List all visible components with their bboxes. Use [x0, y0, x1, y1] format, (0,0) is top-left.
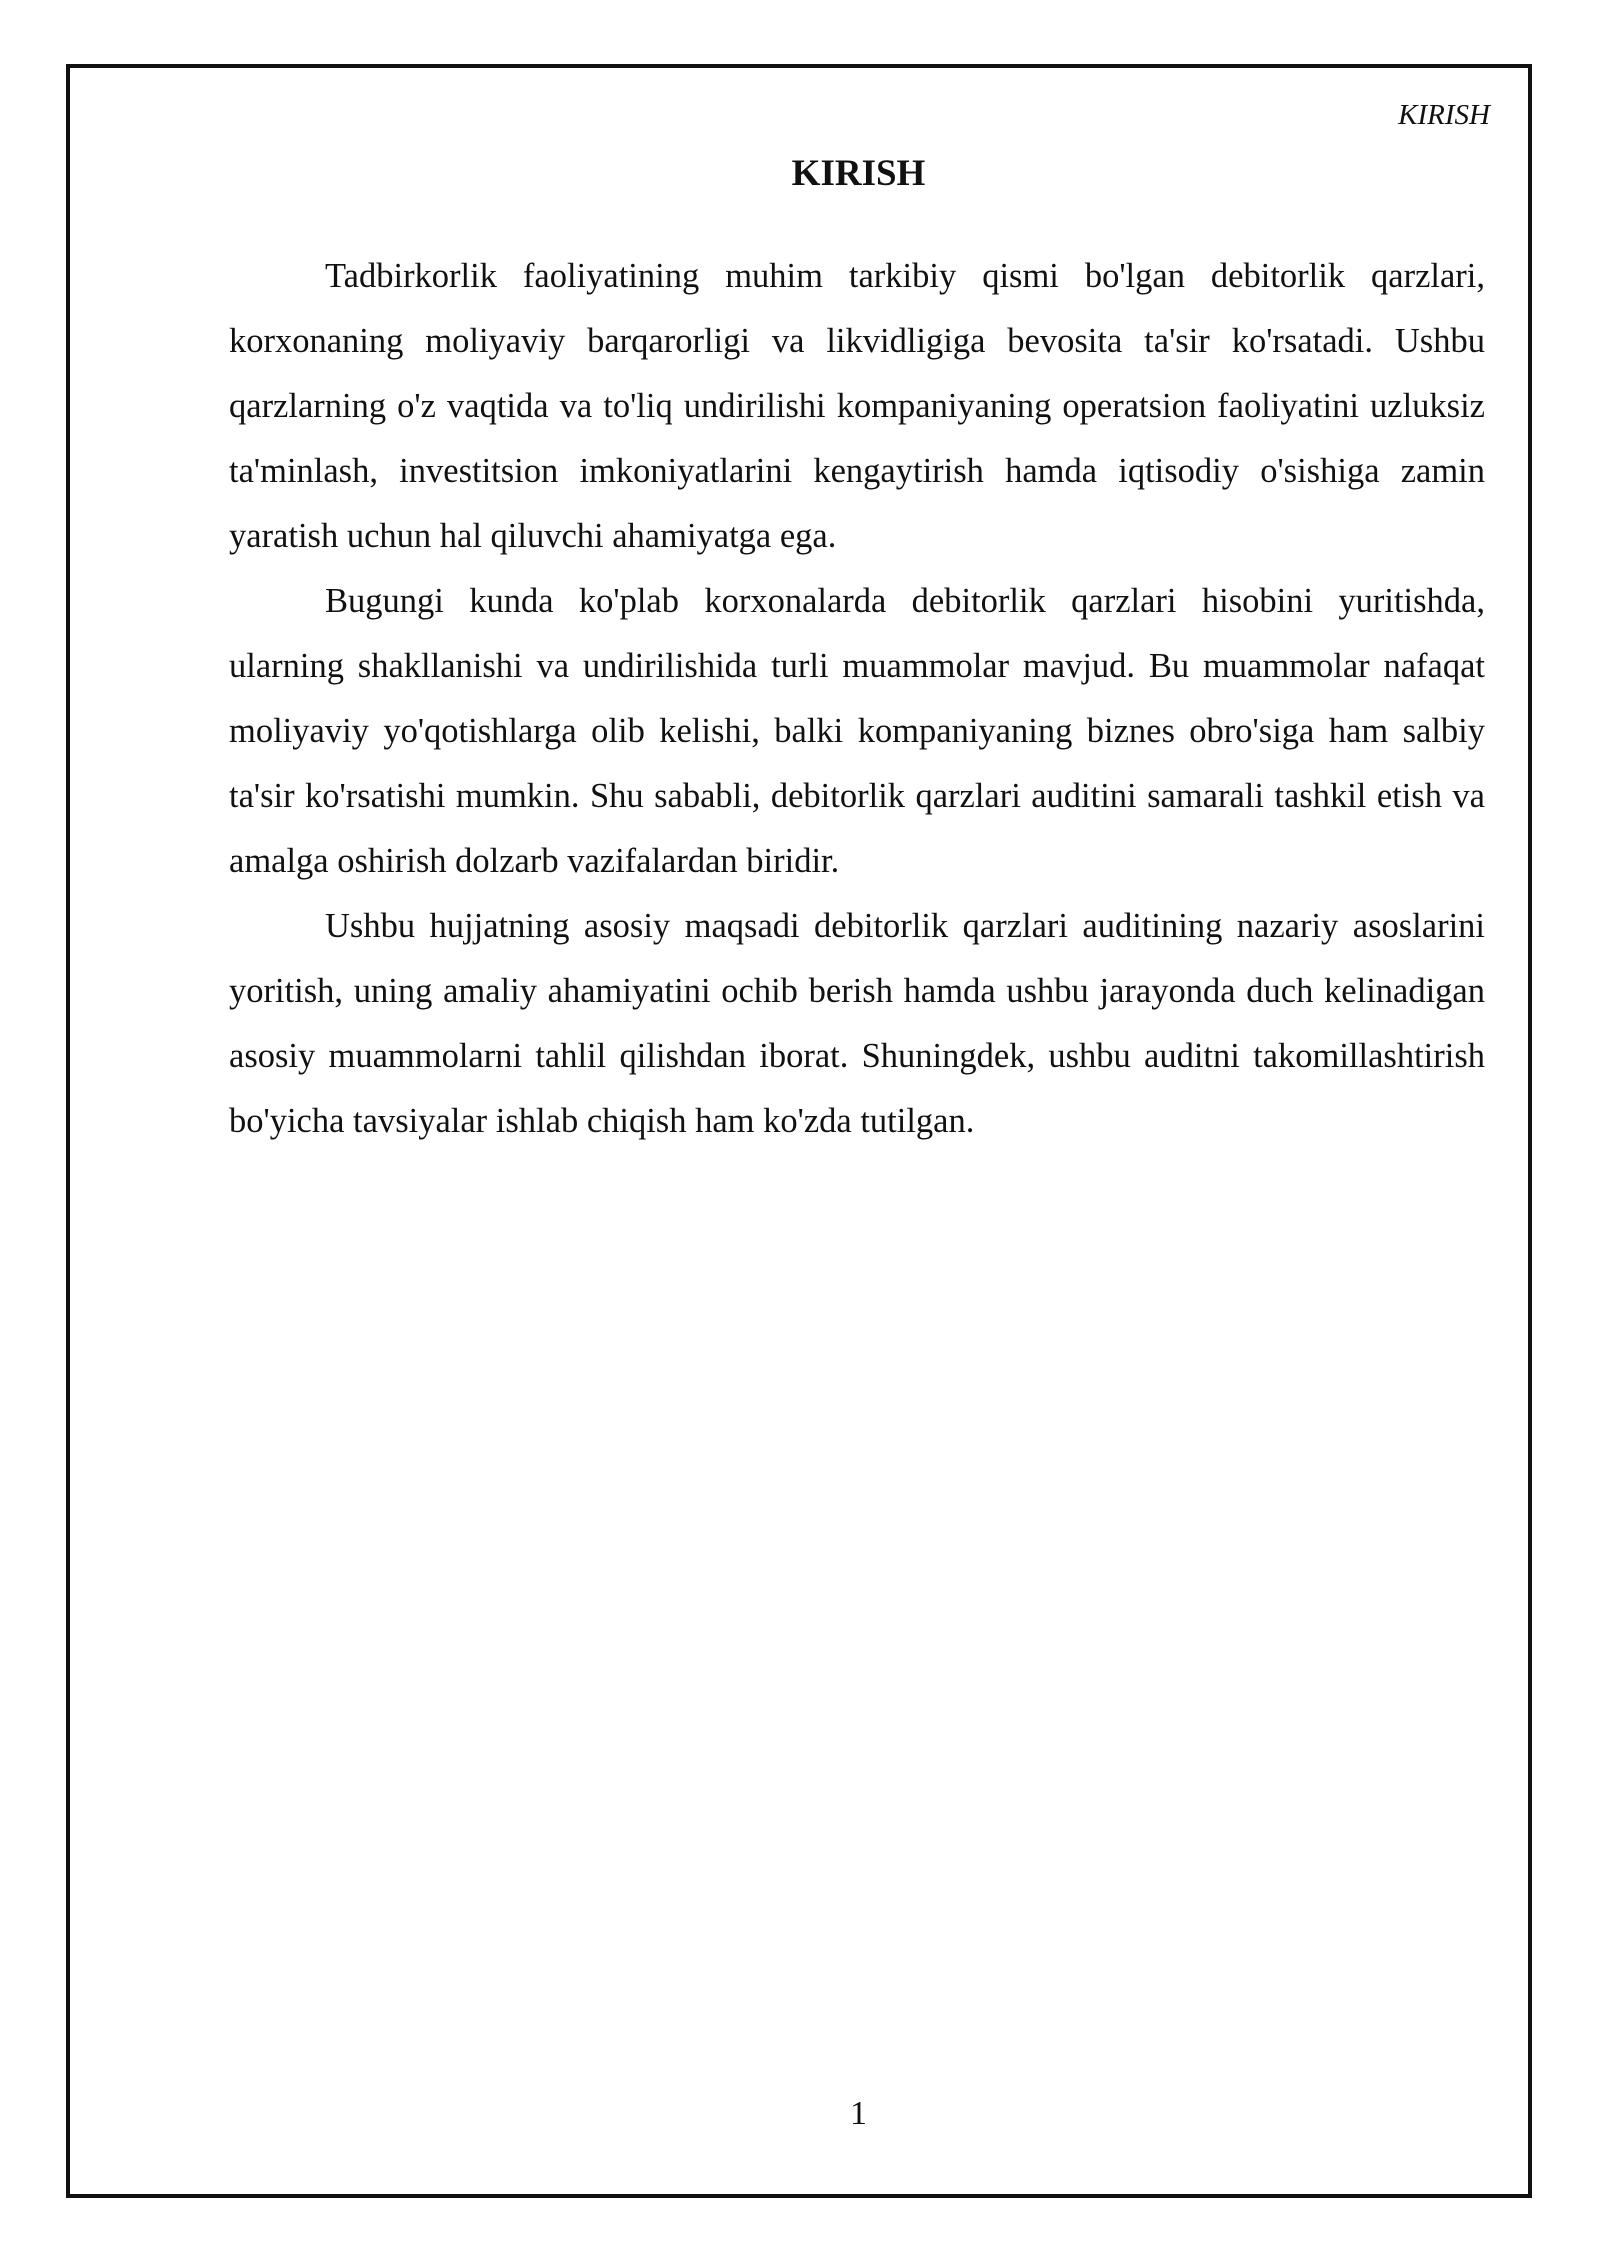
paragraph: Tadbirkorlik faoliyatining muhim tarkibiy qismi bo'lgan debitorlik qarzlari, korxonaning moliyaviy barqarorligi va likvidligiga bevosita ta'sir ko'rsatadi. Ushbu qarzlarning o'z vaqtida va to'liq undirilishi kompaniyaning operatsion faoliyatini uzluksiz ta'minlash, investitsion imkoniyatlarini kengaytirish hamda iqtisodiy o'sishiga zamin yaratish uchun hal qiluvchi ahamiyatga ega. — [229, 257, 1485, 555]
paragraph: Bugungi kunda ko'plab korxonalarda debitorlik qarzlari hisobini yuritishda, ularning shakllanishi va undirilishida turli muammolar mavjud. Bu muammolar nafaqat moliyaviy yo'qotishlarga olib kelishi, balki kompaniyaning biznes obro'siga ham salbiy ta'sir ko'rsatishi mumkin. Shu sababli, debitorlik qarzlari auditini samarali tashkil etish va amalga oshirish dolzarb vazifalardan biridir. — [229, 582, 1485, 880]
paragraph: Ushbu hujjatning asosiy maqsadi debitorlik qarzlari auditining nazariy asoslarini yoritish, uning amaliy ahamiyatini ochib berish hamda ushbu jarayonda duch kelinadigan asosiy muammolarni tahlil qilishdan iborat. Shuningdek, ushbu auditni takomillashtirish bo'yicha tavsiyalar ishlab chiqish ham ko'zda tutilgan. — [229, 907, 1485, 1140]
body-text — [229, 244, 1485, 1154]
page-title: KIRISH — [791, 153, 926, 194]
page-number: 1 — [850, 2095, 867, 2132]
running-header: KIRISH — [1398, 99, 1490, 131]
